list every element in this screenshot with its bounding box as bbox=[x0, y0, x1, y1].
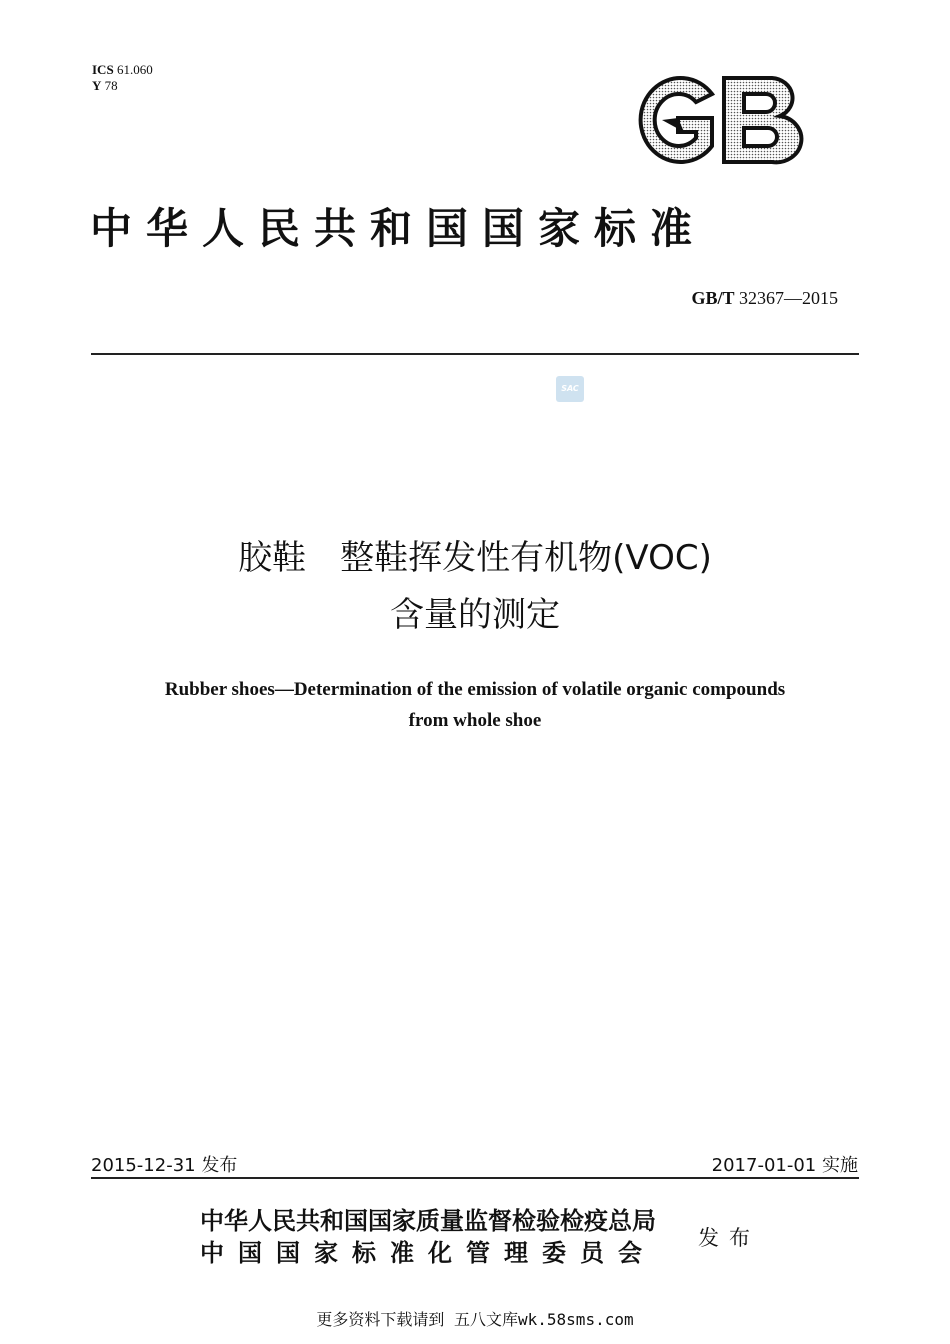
issuer-org1: 中华人民共和国国家质量监督检验检疫总局 bbox=[200, 1206, 656, 1235]
top-divider bbox=[91, 353, 859, 355]
sac-watermark: SAC bbox=[556, 376, 584, 402]
standard-prefix: GB/T bbox=[691, 288, 735, 308]
title-cn-line1: 胶鞋 整鞋挥发性有机物(VOC) bbox=[238, 538, 712, 578]
title-en-line1: Rubber shoes—Determination of the emission of volatile organic compounds bbox=[164, 679, 786, 700]
standard-code: 32367—2015 bbox=[739, 288, 838, 308]
ics-block bbox=[92, 62, 153, 94]
issue-date: 2015-12-31 发布 bbox=[91, 1155, 238, 1176]
bottom-divider bbox=[91, 1177, 859, 1179]
title-cn-line2: 含量的测定 bbox=[390, 595, 560, 635]
ics-label: ICS bbox=[92, 62, 114, 77]
implement-date: 2017-01-01 实施 bbox=[711, 1155, 858, 1176]
standard-number bbox=[691, 288, 838, 309]
issuer-org2: 中国国家标准化管理委员会 bbox=[200, 1238, 656, 1267]
title-en-line2: from whole shoe bbox=[408, 710, 542, 731]
national-standard-title: 中华人民共和国国家标准 bbox=[90, 204, 707, 253]
ics-code: 61.060 bbox=[116, 62, 153, 77]
publish-label: 发布 bbox=[698, 1226, 760, 1250]
class-label: Y bbox=[92, 78, 102, 93]
gb-logo-icon bbox=[622, 72, 810, 168]
class-code: 78 bbox=[104, 78, 118, 93]
footer-download-note[interactable]: 更多资料下载请到 五八文库wk.58sms.com bbox=[316, 1310, 634, 1329]
